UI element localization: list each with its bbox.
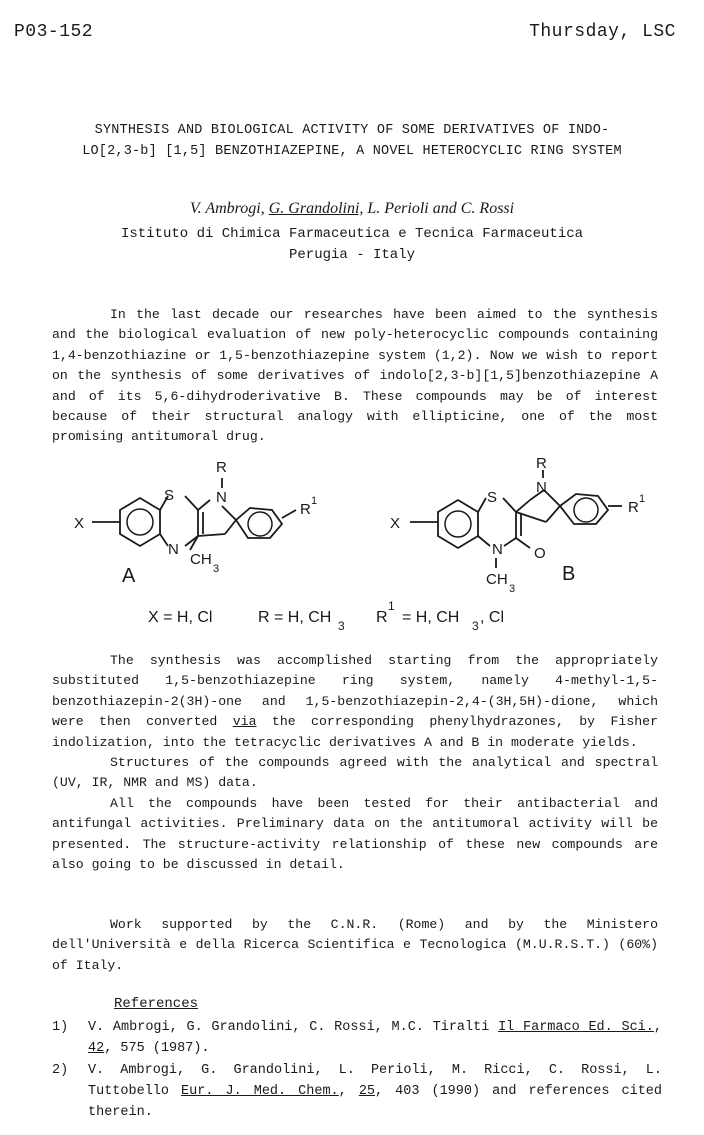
substituent-r-sub: 3 — [338, 619, 345, 633]
reference-1-text — [88, 1017, 662, 1059]
reference-2-authors: V. Ambrogi, G. Grandolini, L. Perioli, M. Ricci, C. Rossi, L. Tuttobello — [88, 1063, 662, 1099]
structure-b-r1-sup: 1 — [639, 493, 646, 505]
structures-paragraph: Structures of the compounds agreed with the analytical and spectral (UV, IR, NMR and MS) data. — [52, 755, 658, 791]
reference-2-sep: , — [338, 1084, 359, 1099]
structure-a-ch3-sub: 3 — [213, 563, 220, 575]
structure-b-s: S — [487, 489, 498, 506]
substituent-r1: R — [376, 609, 388, 626]
synthesis-via: via — [232, 714, 257, 730]
author-3: L. Perioli — [367, 200, 429, 217]
references-heading: References — [114, 996, 199, 1012]
support-text: Work supported by the C.N.R. (Rome) and by the Ministero dell'Università e della Ricerca Scientifica e Tecnologica (M.U.R.S.T.) (60%) of Italy. — [52, 917, 658, 973]
reference-2-pages: , 403 (1990) and references cited therein. — [88, 1084, 663, 1120]
structure-b-n-bottom: N — [492, 541, 503, 558]
affiliation-location: Perugia - Italy — [288, 247, 416, 263]
structure-a-r1: R — [300, 501, 311, 518]
structure-a-r: R — [216, 459, 227, 476]
title-line-1: SYNTHESIS AND BIOLOGICAL ACTIVITY OF SOME DERIVATIVES OF INDO- — [94, 123, 610, 138]
author-4: C. Rossi — [460, 200, 515, 217]
body-section — [52, 651, 658, 875]
substituent-r1-tail: , Cl — [480, 609, 504, 626]
abstract-code: P03-152 — [14, 22, 94, 42]
intro-paragraph — [52, 305, 658, 448]
reference-1-number: 1) — [52, 1020, 69, 1035]
structure-a-r1-sup: 1 — [311, 495, 318, 507]
reference-2-text — [88, 1060, 662, 1123]
reference-1-authors: V. Ambrogi, G. Grandolini, C. Rossi, M.C. Tiralti — [88, 1020, 499, 1035]
structure-a-ch3: CH — [190, 551, 212, 568]
session-label: Thursday, LSC — [529, 22, 676, 42]
structure-b-label: B — [562, 563, 576, 585]
reference-2-journal: Eur. J. Med. Chem. — [181, 1084, 339, 1099]
author-list — [40, 200, 664, 218]
paper-title — [40, 120, 664, 162]
structure-a-label: A — [122, 565, 136, 587]
author-2-presenting: G. Grandolini, — [268, 200, 364, 217]
affiliation-institute: Istituto di Chimica Farmaceutica e Tecnica Farmaceutica — [120, 226, 584, 242]
substituent-x: X = H, Cl — [148, 609, 213, 626]
author-1: V. Ambrogi, — [189, 200, 265, 217]
structure-a-x: X — [74, 515, 85, 532]
reference-1-volume: 42 — [88, 1041, 105, 1056]
reference-2-volume: 25 — [358, 1084, 376, 1099]
structure-b-o: O — [534, 545, 546, 562]
reference-1 — [52, 1017, 662, 1059]
author-and: and — [432, 200, 457, 217]
structure-b-r1: R — [628, 499, 639, 516]
title-line-2: LO[2,3-b] [1,5] BENZOTHIAZEPINE, A NOVEL HETEROCYCLIC RING SYSTEM — [82, 144, 622, 159]
structure-b-ch3: CH — [486, 571, 508, 588]
substituent-r1-sup: 1 — [388, 599, 395, 613]
structure-a-benzene-left — [120, 498, 160, 546]
intro-text: In the last decade our researches have been aimed to the synthesis and the biological evaluation of new poly-heterocyclic compounds containing 1,4-benzothiazine or 1,5-benzothiazepine system (1,2). Now we wish to report on the synthesis of some derivatives of indolo[2,3-b][1,5]benzothiazepine A and of its 5,6-dihydroderivative B. These compounds may be of interest because of their structural analogy with ellipticine, one of the most promising antitumoral drug. — [52, 307, 658, 445]
structure-a — [92, 478, 296, 550]
synthesis-paragraph — [52, 651, 658, 753]
synthesis-text-2: the corresponding phenylhydrazones, by Fisher indolization, into the tetracyclic derivatives A and B in moderate yields. — [52, 714, 658, 750]
substituent-r: R = H, CH — [258, 609, 332, 626]
reference-1-sep: , — [653, 1020, 662, 1035]
reference-2-number: 2) — [52, 1063, 69, 1078]
support-paragraph — [52, 915, 658, 976]
chemical-structures — [50, 450, 670, 640]
structure-b-r: R — [536, 455, 547, 472]
structure-a-s: S — [164, 487, 175, 504]
structure-a-n-top: N — [216, 489, 227, 506]
structure-b — [410, 470, 622, 568]
reference-1-pages: , 575 (1987). — [104, 1041, 210, 1056]
substituent-r1-values: = H, CH — [402, 609, 460, 626]
activity-paragraph: All the compounds have been tested for their antibacterial and antifungal activities. Preliminary data on the antitumoral activity will be presented. The structure-activity relationship of these new compounds are also going to be discussed in detail. — [52, 795, 658, 873]
structure-b-benzene-left — [438, 500, 478, 548]
reference-2 — [52, 1060, 662, 1123]
structure-a-n-bottom: N — [168, 541, 179, 558]
structure-b-ch3-sub: 3 — [509, 583, 516, 595]
reference-1-journal: Il Farmaco Ed. Sci. — [498, 1020, 654, 1035]
structure-b-x: X — [390, 515, 401, 532]
synthesis-text-1: The synthesis was accomplished starting from the appropriately substituted 1,5-benzothiazepine ring system, namely 4-methyl-1,5-benzothiazepin-2(3H)-one and 1,5-benzothiazepin-2,4-(3H,5H)-dione, which were then converted — [52, 653, 658, 730]
structure-b-n-top: N — [536, 479, 547, 496]
substituent-r1-sub: 3 — [472, 619, 479, 633]
